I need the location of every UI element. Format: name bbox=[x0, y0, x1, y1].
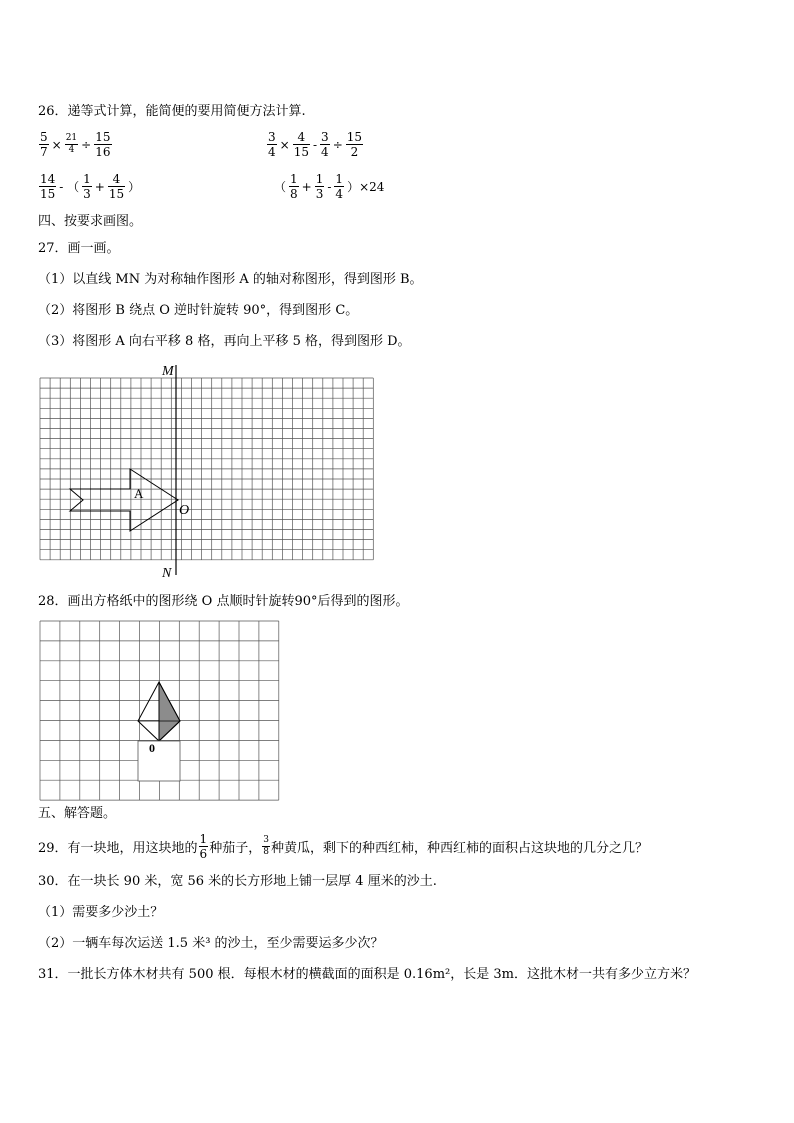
label-o: 0 bbox=[149, 741, 155, 755]
q26-expression-4: （ $\frac{1}{8}$ + $\frac{1}{3}$ - $\frac{1}{4}$ ）×24 bbox=[274, 172, 385, 201]
q27-part-3: （3）将图形 A 向右平移 8 格，再向上平移 5 格，得到图形 D。 bbox=[38, 334, 411, 349]
fraction: $\frac{1}{6}$ bbox=[199, 832, 208, 861]
q26-expression-2: $\frac{3}{4}$ × $\frac{4}{15}$ - $\frac{3}{4}$ ÷ $\frac{15}{2}$ bbox=[268, 130, 363, 159]
fraction: $\frac{4}{15}$ bbox=[108, 172, 125, 201]
q27-part-2: （2）将图形 B 绕点 O 逆时针旋转 90°，得到图形 C。 bbox=[38, 303, 359, 318]
figure-a-arrow bbox=[70, 469, 178, 531]
label-o: O bbox=[179, 503, 190, 518]
q26-title: 26．递等式计算，能简便的要用简便方法计算. bbox=[38, 104, 306, 119]
fraction: $\frac{3}{4}$ bbox=[321, 130, 329, 159]
q31-text: 31．一批长方体木材共有 500 根．每根木材的横截面的面积是 0.16m²，长是 3m．这批木材一共有多少立方米？ bbox=[38, 967, 696, 982]
q28-title: 28．画出方格纸中的图形绕 O 点顺时针旋转90°后得到的图形。 bbox=[38, 594, 409, 609]
q27-part-1: （1）以直线 MN 为对称轴作图形 A 的轴对称图形，得到图形 B。 bbox=[38, 272, 423, 287]
fraction: $\frac{1}{4}$ bbox=[335, 172, 344, 201]
q27-title: 27．画一画。 bbox=[38, 241, 120, 256]
q28-grid-figure bbox=[39, 620, 279, 802]
fraction: $\frac{3}{4}$ bbox=[268, 130, 276, 159]
section-heading-5: 五、解答题。 bbox=[38, 806, 117, 821]
label-a: A bbox=[134, 486, 144, 501]
fraction: $\frac{1}{3}$ bbox=[315, 172, 324, 201]
fraction: $\frac{1}{3}$ bbox=[83, 172, 91, 201]
fraction: $\frac{3}{8}$ bbox=[263, 835, 269, 857]
fraction: $\frac{5}{7}$ bbox=[40, 130, 48, 159]
base-rectangle bbox=[138, 741, 180, 781]
section-heading-4: 四、按要求画图。 bbox=[38, 214, 143, 229]
q29-text: 29．有一块地，用这块地的 $\frac{1}{6}$ 种茄子， $\frac{3}{8}$ 种黄瓜，剩下的种西红柿，种西红柿的面积占这块地的几分之几？ bbox=[38, 832, 648, 861]
fraction: $\frac{15}{2}$ bbox=[346, 130, 363, 159]
q30-part-1: （1）需要多少沙土？ bbox=[38, 905, 164, 920]
fraction: $\frac{14}{15}$ bbox=[40, 172, 56, 201]
q26-expression-1: $\frac{5}{7}$ × $\frac{21}{4}$ ÷ $\frac{15}{16}$ bbox=[40, 130, 111, 159]
grid-lines bbox=[40, 378, 373, 560]
fraction: $\frac{21}{4}$ bbox=[65, 133, 78, 155]
q30-part-2: （2）一辆车每次运送 1.5 米³ 的沙土，至少需要运多少次？ bbox=[38, 936, 384, 951]
q26-expression-3: $\frac{14}{15}$ - （ $\frac{1}{3}$ + $\frac{4}{15}$ ） bbox=[40, 172, 141, 201]
label-n: N bbox=[162, 566, 172, 581]
fraction: $\frac{1}{8}$ bbox=[290, 172, 298, 201]
fraction: $\frac{15}{16}$ bbox=[95, 130, 111, 159]
q27-grid-figure bbox=[38, 364, 378, 581]
label-m: M bbox=[162, 364, 174, 379]
q30-title: 30．在一块长 90 米，宽 56 米的长方形地上铺一层厚 4 厘米的沙土. bbox=[38, 874, 437, 889]
fraction: $\frac{4}{15}$ bbox=[293, 130, 309, 159]
shaded-triangle bbox=[159, 682, 180, 741]
